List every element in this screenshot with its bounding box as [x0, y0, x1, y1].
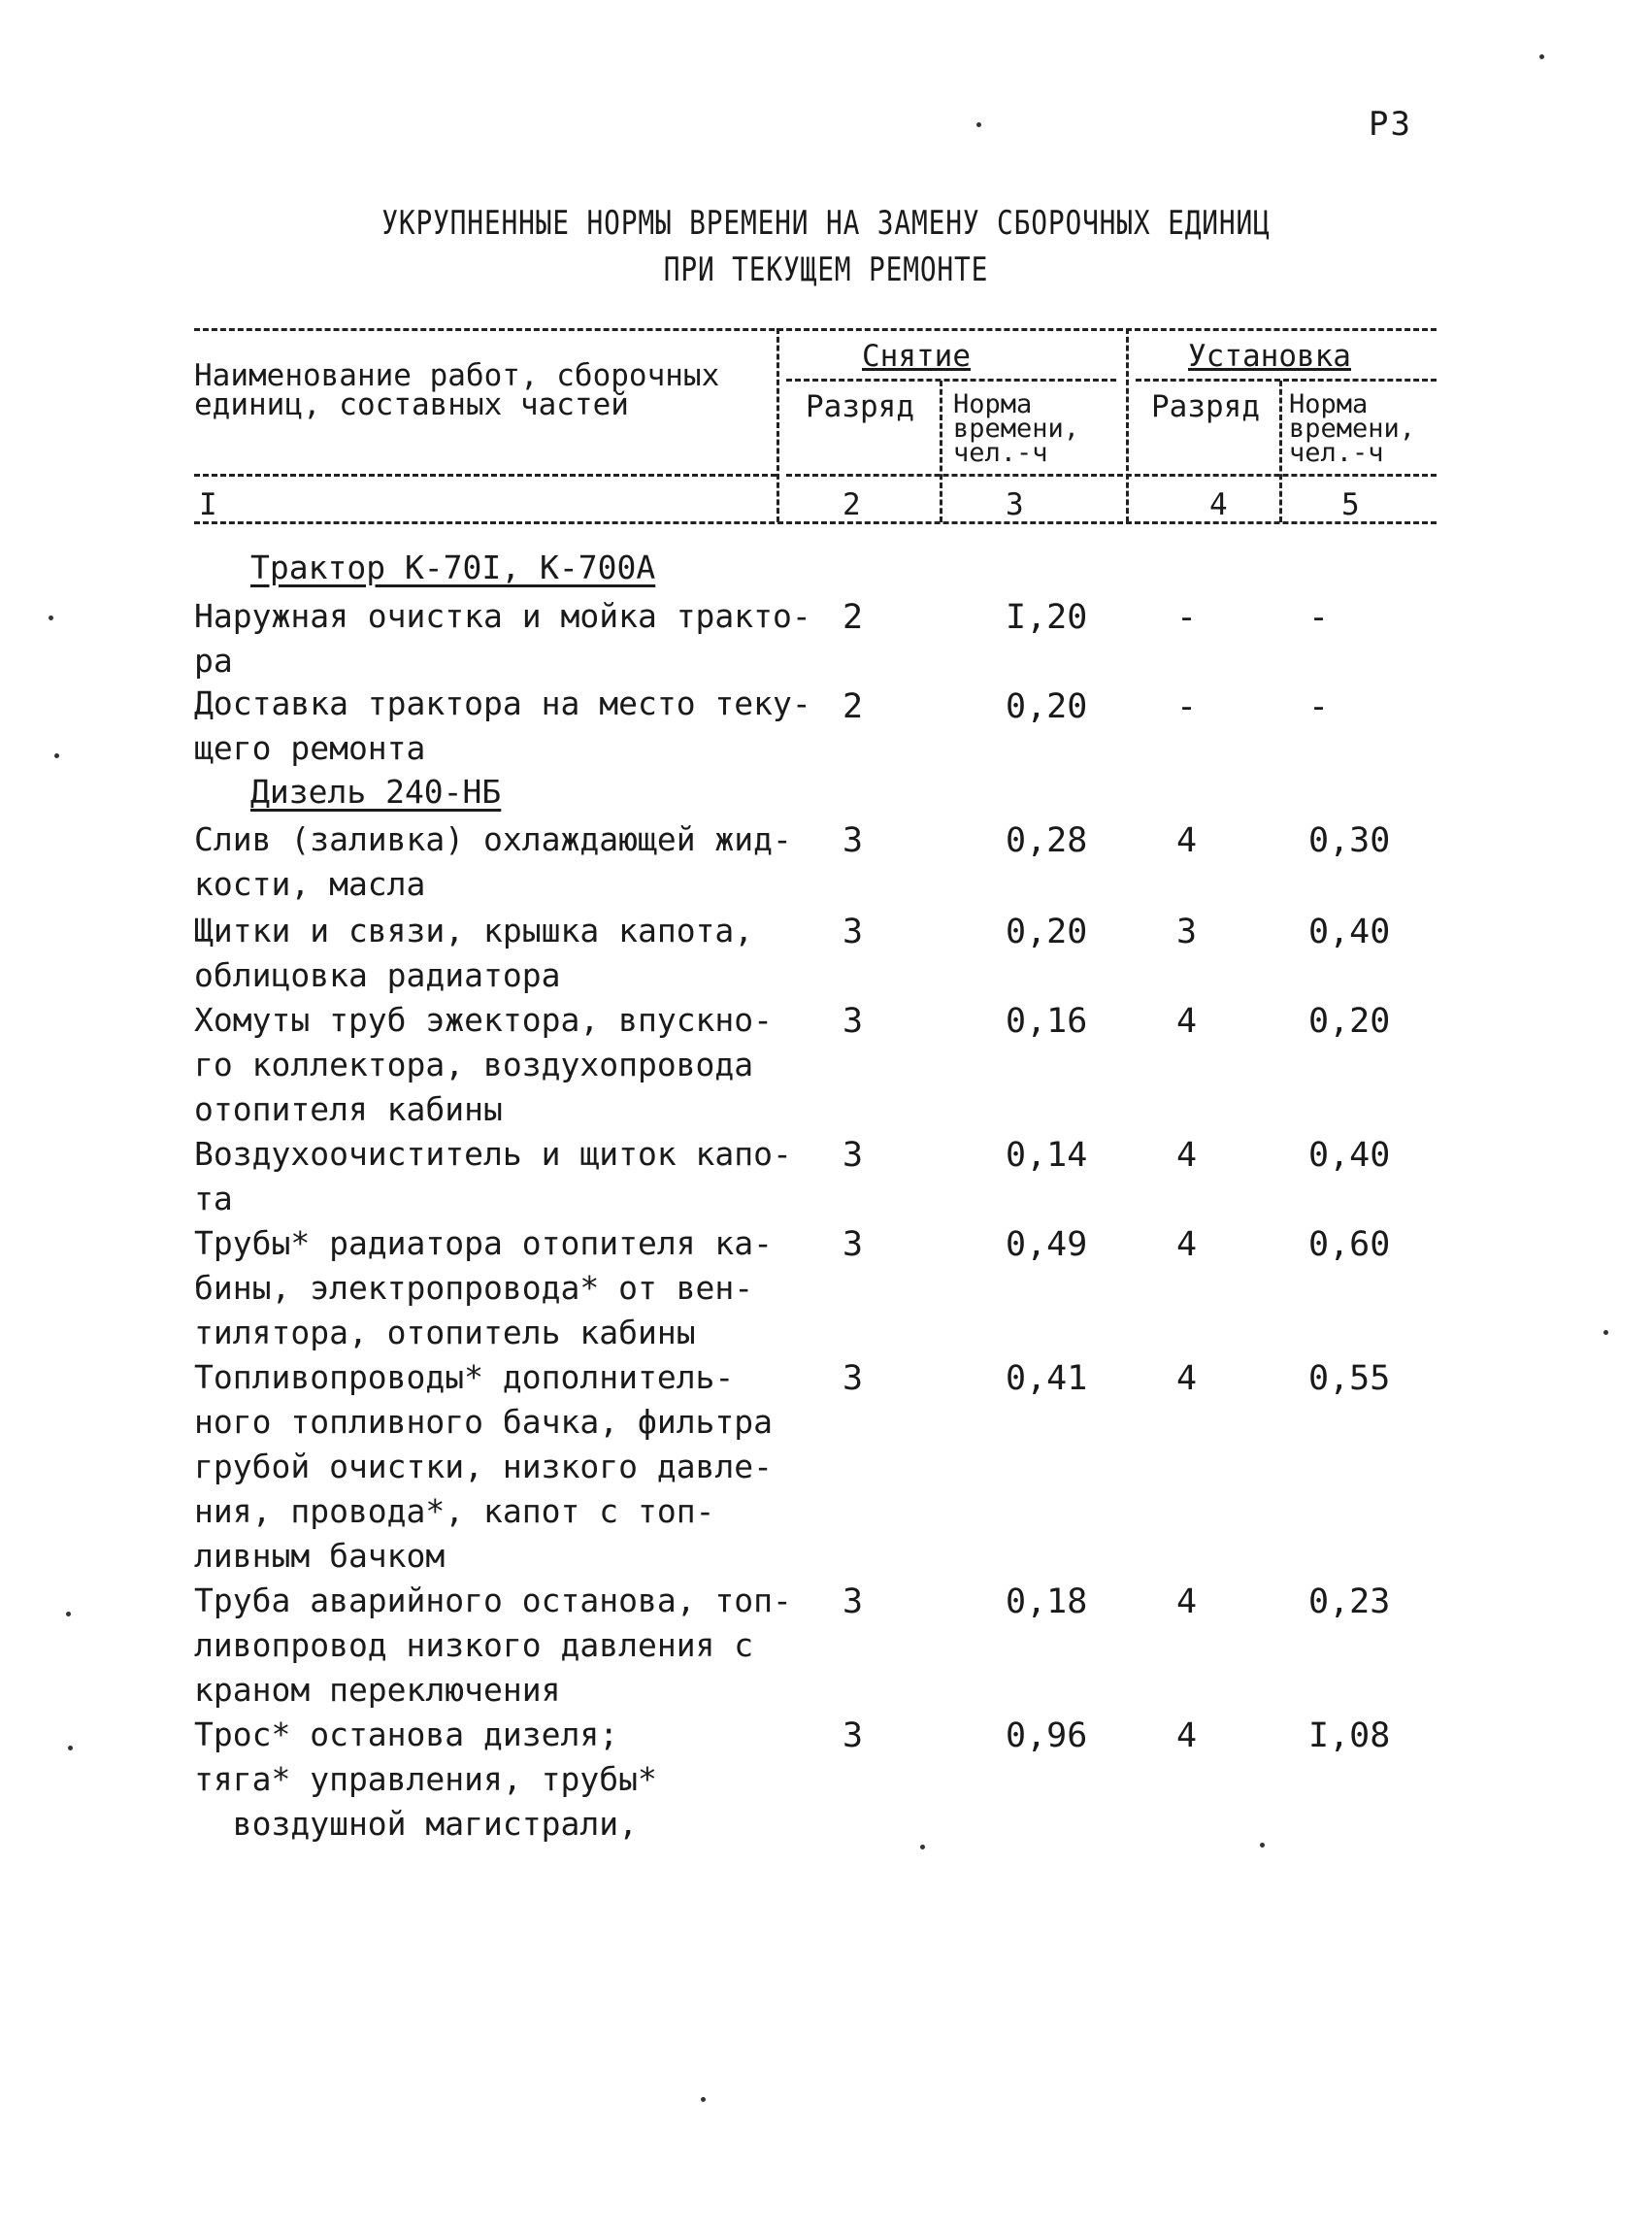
row-rank-removal: 3 [843, 1136, 864, 1175]
row-rank-removal: 3 [843, 913, 864, 951]
row-norm-removal: 0,20 [1006, 687, 1088, 726]
page-number: Р3 [1369, 105, 1412, 144]
row-rank-removal: 2 [843, 598, 864, 637]
row-norm-install: 0,23 [1308, 1582, 1391, 1621]
row-norm-removal: I,20 [1006, 598, 1088, 637]
row-rank-install: 4 [1176, 1136, 1198, 1175]
scan-speck [66, 1612, 71, 1616]
row-rank-removal: 3 [843, 1582, 864, 1621]
scan-speck [54, 753, 59, 758]
row-norm-install: - [1308, 598, 1330, 637]
col-divider-4 [1279, 381, 1282, 522]
row-norm-install: 0,60 [1308, 1225, 1391, 1264]
scan-speck [68, 1746, 73, 1750]
row-work-name: Щитки и связи, крышка капота, облицовка радиатора [194, 912, 754, 994]
row-norm-install: 0,20 [1308, 1002, 1391, 1041]
row-work-name: Наружная очистка и мойка тракто- ра [194, 597, 811, 680]
row-norm-removal: 0,16 [1006, 1002, 1088, 1041]
col-divider-2 [940, 381, 942, 522]
scan-speck [976, 122, 981, 127]
col-number-5: 5 [1341, 487, 1360, 522]
row-rank-install: 4 [1176, 1716, 1198, 1755]
install-group-rule [1136, 379, 1437, 382]
row-rank-install: 4 [1176, 1359, 1198, 1398]
header-rank-install: Разряд [1151, 389, 1260, 424]
row-work-name: Доставка трактора на место теку- щего ремонта [194, 684, 811, 767]
removal-group-rule [786, 379, 1116, 382]
row-work-name: Хомуты труб эжектора, впускно- го коллектора, воздухопровода отопителя кабины [194, 1001, 774, 1128]
row-rank-install: - [1176, 687, 1198, 726]
section-title-diesel: Дизель 240-НБ [250, 773, 502, 811]
col-number-1: I [199, 487, 217, 522]
row-rank-removal: 3 [843, 1002, 864, 1041]
row-work-name: Слив (заливка) охлаждающей жид- кости, масла [194, 820, 792, 903]
section-title-tractor: Трактор К-70I, К-700А [250, 549, 656, 586]
row-norm-removal: 0,41 [1006, 1359, 1088, 1398]
document-subtitle: ПРИ ТЕКУЩЕМ РЕМОНТЕ [663, 250, 989, 289]
header-rank-removal: Разряд [806, 389, 914, 424]
header-install: Установка [1188, 339, 1351, 374]
scan-speck [49, 616, 53, 620]
row-rank-install: 4 [1176, 821, 1198, 860]
header-norm-install: Норма времени, чел.-ч [1289, 389, 1416, 468]
row-rank-removal: 2 [843, 687, 864, 726]
row-rank-install: - [1176, 598, 1198, 637]
row-rank-removal: 3 [843, 821, 864, 860]
row-rank-removal: 3 [843, 1716, 864, 1755]
header-mid-rule-left [194, 474, 776, 477]
scan-speck [1260, 1843, 1265, 1848]
row-norm-removal: 0,20 [1006, 913, 1088, 951]
row-work-name: Воздухоочиститель и щиток капо- та [194, 1135, 792, 1217]
row-rank-install: 4 [1176, 1002, 1198, 1041]
header-top-rule [194, 328, 1437, 331]
col-divider-3 [1126, 328, 1129, 522]
row-norm-install: 0,55 [1308, 1359, 1391, 1398]
row-norm-install: I,08 [1308, 1716, 1391, 1755]
scan-speck [1539, 54, 1544, 59]
row-norm-removal: 0,49 [1006, 1225, 1088, 1264]
scan-speck [701, 2097, 706, 2102]
row-norm-install: 0,40 [1308, 913, 1391, 951]
header-work-name: Наименование работ, сборочных единиц, составных частей [194, 358, 720, 422]
header-removal: Снятие [862, 339, 971, 374]
row-norm-removal: 0,28 [1006, 821, 1088, 860]
scan-speck [920, 1845, 925, 1849]
row-rank-removal: 3 [843, 1225, 864, 1264]
col-divider-1 [776, 328, 779, 522]
row-norm-install: 0,40 [1308, 1136, 1391, 1175]
col-number-2: 2 [843, 487, 861, 522]
row-norm-install: - [1308, 687, 1330, 726]
row-norm-removal: 0,14 [1006, 1136, 1088, 1175]
row-norm-removal: 0,96 [1006, 1716, 1088, 1755]
document-title: УКРУПНЕННЫЕ НОРМЫ ВРЕМЕНИ НА ЗАМЕНУ СБОРОЧНЫХ ЕДИНИЦ [381, 204, 1271, 243]
row-work-name: Труба аварийного останова, топ- ливопровод низкого давления с краном переключения [194, 1582, 792, 1709]
row-rank-removal: 3 [843, 1359, 864, 1398]
row-work-name: Трубы* радиатора отопителя ка- бины, электропровода* от вен- тилятора, отопитель кабины [194, 1224, 774, 1351]
row-work-name: Трос* останова дизеля; тяга* управления, трубы* воздушной магистрали, [194, 1715, 657, 1843]
row-norm-install: 0,30 [1308, 821, 1391, 860]
row-rank-install: 4 [1176, 1225, 1198, 1264]
row-work-name: Топливопроводы* дополнитель- ного топливного бачка, фильтра грубой очистки, низкого давле- ния, провода*, капот с топ- ливным бачком [194, 1358, 774, 1575]
header-mid-rule-right [786, 474, 1437, 477]
header-norm-removal: Норма времени, чел.-ч [953, 389, 1080, 468]
scan-speck [1603, 1330, 1608, 1335]
col-number-4: 4 [1209, 487, 1228, 522]
row-norm-removal: 0,18 [1006, 1582, 1088, 1621]
row-rank-install: 4 [1176, 1582, 1198, 1621]
row-rank-install: 3 [1176, 913, 1198, 951]
col-number-3: 3 [1006, 487, 1024, 522]
header-bottom-rule [194, 521, 1437, 524]
